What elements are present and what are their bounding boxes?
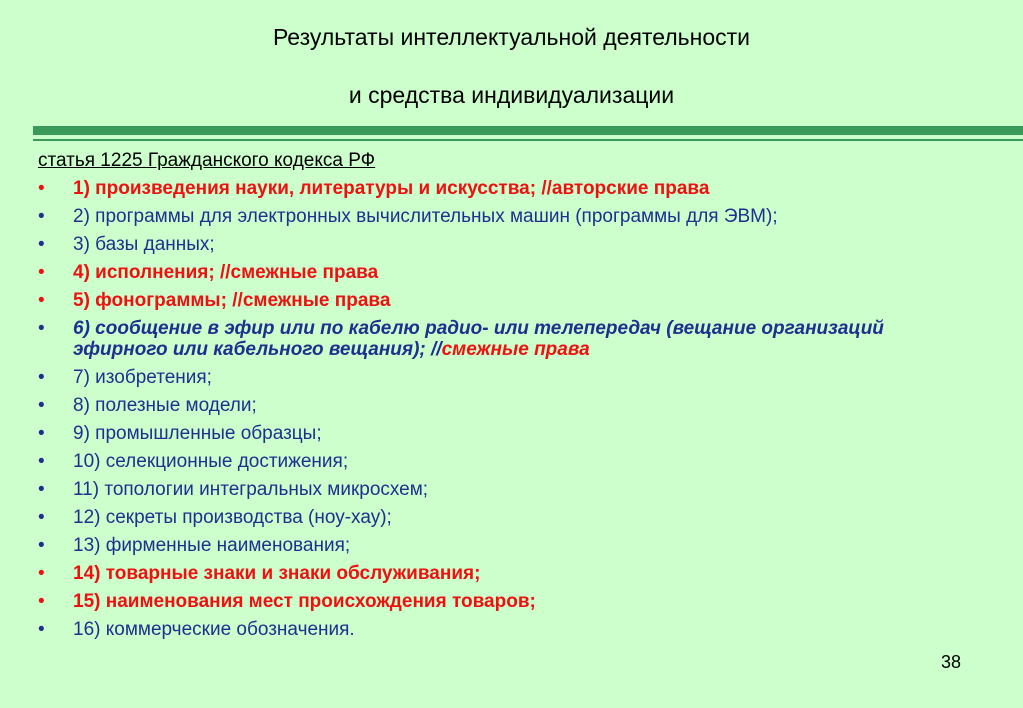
list-item (38, 395, 938, 416)
bullet-icon: • (38, 290, 45, 311)
bullet-icon: • (38, 451, 45, 472)
slide-title-line-2: и средства индивидуализации (348, 82, 675, 108)
list-item-text: 15) наименования мест происхождения товаров; (73, 591, 536, 612)
list-item (38, 318, 938, 360)
bullet-icon: • (38, 234, 45, 255)
list-item (38, 507, 938, 528)
list-item (38, 206, 938, 227)
list-item-text: 8) полезные модели; (73, 395, 257, 416)
bullet-icon: • (38, 591, 45, 612)
bullet-icon: • (38, 178, 45, 199)
list-item-text: 13) фирменные наименования; (73, 535, 351, 556)
bullet-icon: • (38, 507, 45, 528)
list-item-text: 11) топологии интегральных микросхем; (73, 479, 429, 500)
list-item-text: 9) промышленные образцы; (73, 423, 322, 444)
list-item (38, 290, 938, 311)
list-item (38, 234, 938, 255)
list-item-text: 7) изобретения; (73, 367, 212, 388)
list-item-text: 10) селекционные достижения; (73, 451, 349, 472)
list-item (38, 591, 938, 612)
list-item (38, 178, 938, 199)
list-item (38, 367, 938, 388)
list-item-text: 4) исполнения; //смежные права (73, 262, 379, 283)
bullet-icon: • (38, 262, 45, 283)
page-number: 38 (941, 652, 962, 672)
slide-title-line-1: Результаты интеллектуальной деятельности (272, 24, 751, 50)
bullet-icon: • (38, 619, 45, 640)
list-item-text: 3) базы данных; (73, 234, 215, 255)
list-item (38, 423, 938, 444)
bullet-icon: • (38, 206, 45, 227)
bullet-icon: • (38, 367, 45, 388)
ip-objects-list (38, 178, 938, 647)
list-item-text: 1) произведения науки, литературы и искусства; //авторские права (73, 178, 710, 199)
bullet-icon: • (38, 535, 45, 556)
list-item (38, 262, 938, 283)
list-item (38, 619, 938, 640)
list-item (38, 535, 938, 556)
title-divider-thin (33, 139, 1023, 141)
bullet-icon: • (38, 563, 45, 584)
article-heading: статья 1225 Гражданского кодекса РФ (38, 150, 376, 171)
list-item-text: 5) фонограммы; //смежные права (73, 290, 391, 311)
bullet-icon: • (38, 395, 45, 416)
list-item-suffix: смежные права (441, 339, 590, 360)
list-item-text: 12) секреты производства (ноу-хау); (73, 507, 392, 528)
title-divider-thick (33, 126, 1023, 135)
list-item-text: 6) сообщение в эфир или по кабелю радио- или телепередач (вещание организаций эфирного или кабельного вещания); // (73, 318, 884, 360)
list-item (38, 451, 938, 472)
list-item (38, 563, 938, 584)
list-item (38, 479, 938, 500)
bullet-icon: • (38, 479, 45, 500)
list-item-text: 16) коммерческие обозначения. (73, 619, 355, 640)
list-item-text: 14) товарные знаки и знаки обслуживания; (73, 563, 481, 584)
list-item-text: 2) программы для электронных вычислительных машин (программы для ЭВМ); (73, 206, 778, 227)
bullet-icon: • (38, 318, 45, 339)
bullet-icon: • (38, 423, 45, 444)
